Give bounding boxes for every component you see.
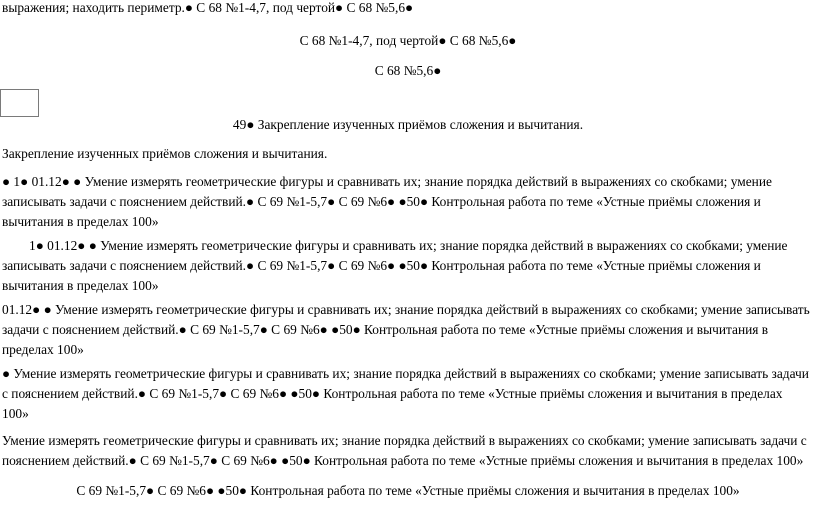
paragraph-3-line-3: пределах 100» [2, 342, 84, 357]
paragraph-5-line-2: пояснением действий.● С 69 №1-5,7● С 69 №6● ●50● Контрольная работа по теме «Устные приёмы сложения и вычитания в пределах 100» [2, 453, 804, 468]
empty-text-box [0, 89, 39, 117]
text-line-1: выражения; находить периметр.● С 68 №1-4,7, под чертой● С 68 №5,6● [2, 0, 414, 15]
paragraph-4-line-1: ● Умение измерять геометрические фигуры и сравнивать их; знание порядка действий в выражениях со скобками; умение записывать задачи [2, 366, 809, 381]
paragraph-4 [2, 364, 814, 424]
lesson-topic: Закрепление изученных приёмов сложения и вычитания. [2, 146, 328, 161]
paragraph-2-line-3: вычитания в пределах 100» [2, 278, 159, 293]
paragraph-1 [2, 172, 814, 232]
paragraph-3-line-1: 01.12● ● Умение измерять геометрические фигуры и сравнивать их; знание порядка действий в выражениях со скобками; умение записывать [2, 302, 810, 317]
paragraph-3-line-2: задачи с пояснением действий.● С 69 №1-5,7● С 69 №6● ●50● Контрольная работа по теме «Устные приёмы сложения и вычитания в [2, 322, 769, 337]
paragraph-2-line-1: 1● 01.12● ● Умение измерять геометрические фигуры и сравнивать их; знание порядка действий в выражениях со скобками; умение [29, 238, 788, 253]
paragraph-5 [2, 431, 814, 471]
paragraph-1-line-3: вычитания в пределах 100» [2, 214, 159, 229]
paragraph-3 [2, 300, 814, 360]
paragraph-4-line-3: 100» [2, 406, 29, 421]
paragraph-1-line-1: ● 1● 01.12● ● Умение измерять геометрические фигуры и сравнивать их; знание порядка действий в выражениях со скобками; умение [2, 174, 772, 189]
lesson-heading: 49● Закрепление изученных приёмов сложения и вычитания. [232, 117, 584, 132]
text-line-last: С 69 №1-5,7● С 69 №6● ●50● Контрольная работа по теме «Устные приёмы сложения и вычитания в пределах 100» [76, 483, 740, 498]
paragraph-2-line-2: записывать задачи с пояснением действий.● С 69 №1-5,7● С 69 №6● ●50● Контрольная работа по теме «Устные приёмы сложения и [2, 258, 761, 273]
paragraph-1-line-2: записывать задачи с пояснением действий.● С 69 №1-5,7● С 69 №6● ●50● Контрольная работа по теме «Устные приёмы сложения и [2, 194, 761, 209]
text-line-2: С 68 №1-4,7, под чертой● С 68 №5,6● [299, 33, 517, 48]
paragraph-2 [2, 236, 814, 296]
text-line-3: С 68 №5,6● [374, 63, 442, 78]
paragraph-4-line-2: с пояснением действий.● С 69 №1-5,7● С 69 №6● ●50● Контрольная работа по теме «Устные приёмы сложения и вычитания в пределах [2, 386, 783, 401]
paragraph-5-line-1: Умение измерять геометрические фигуры и сравнивать их; знание порядка действий в выражениях со скобками; умение записывать задачи с [2, 433, 807, 448]
